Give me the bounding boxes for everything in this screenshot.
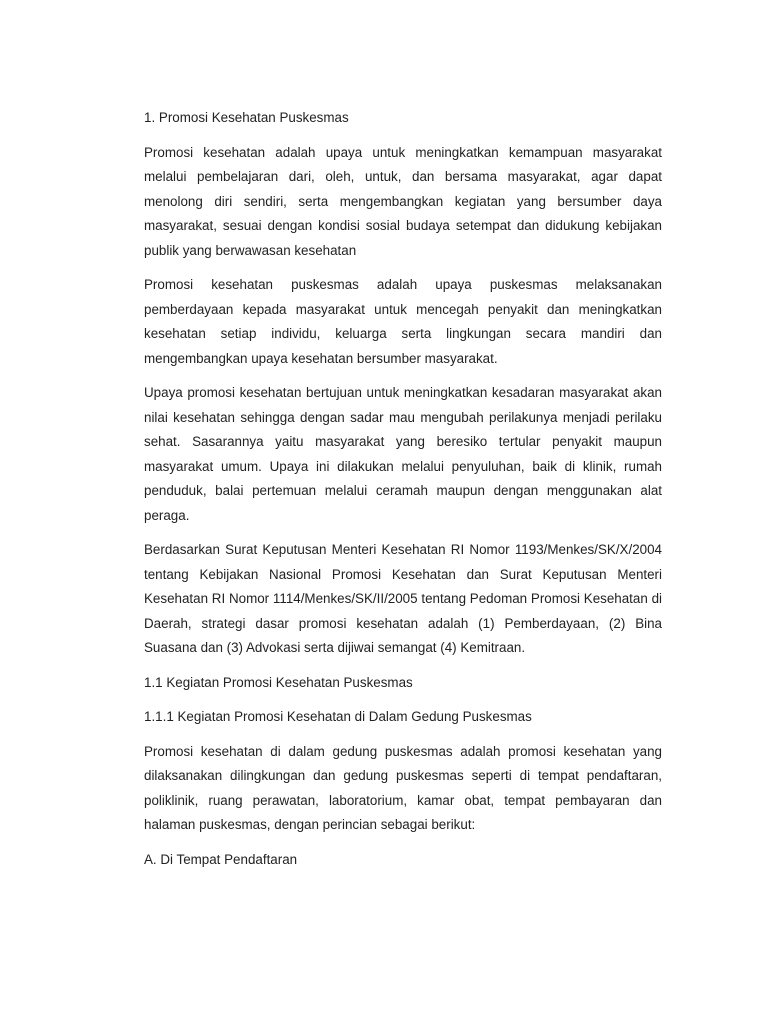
paragraph-promosi-kesehatan-puskesmas: Promosi kesehatan puskesmas adalah upaya puskesmas melaksanakan pemberdayaan kepada masyarakat untuk mencegah penyakit dan meningkatkan kesehatan setiap individu, keluarga serta lingkungan secara mandiri dan mengembangkan upaya kesehatan bersumber masyarakat. bbox=[144, 277, 662, 366]
paragraph-definition-promosi-kesehatan: Promosi kesehatan adalah upaya untuk meningkatkan kemampuan masyarakat melalui pembelajaran dari, oleh, untuk, dan bersama masyarakat, agar dapat menolong diri sendiri, serta mengembangkan kegiatan yang bersumber daya masyarakat, sesuai dengan kondisi sosial budaya setempat dan didukung kebijakan publik yang berwawasan kesehatan bbox=[144, 144, 662, 258]
section-heading-tempat-pendaftaran: A. Di Tempat Pendaftaran bbox=[144, 851, 298, 867]
section-heading-dalam-gedung: 1.1.1 Kegiatan Promosi Kesehatan di Dalam Gedung Puskesmas bbox=[144, 709, 532, 724]
section-heading-kegiatan-promosi: 1.1 Kegiatan Promosi Kesehatan Puskesmas bbox=[144, 674, 413, 690]
paragraph-dasar-hukum: Berdasarkan Surat Keputusan Menteri Kesehatan RI Nomor 1193/Menkes/SK/X/2004 tentang Kebijakan Nasional Promosi Kesehatan dan Surat Keputusan Menteri Kesehatan RI Nomor 1114/Menkes/SK/II/2005 tentang Pedoman Promosi Kesehatan di Daerah, strategi dasar promosi kesehatan adalah (1) Pemberdayaan, (2) Bina Suasana dan (3) Advokasi serta dijiwai semangat (4) Kemitraan. bbox=[144, 542, 662, 655]
document-body bbox=[144, 106, 662, 882]
paragraph-tujuan-promosi: Upaya promosi kesehatan bertujuan untuk meningkatkan kesadaran masyarakat akan nilai kesehatan sehingga dengan sadar mau mengubah perilakunya menjadi perilaku sehat. Sasarannya yaitu masyarakat yang beresiko tertular penyakit maupun masyarakat umum. Upaya ini dilakukan melalui penyuluhan, baik di klinik, rumah penduduk, balai pertemuan melalui ceramah maupun dengan menggunakan alat peraga. bbox=[144, 385, 662, 523]
paragraph-dalam-gedung: Promosi kesehatan di dalam gedung puskesmas adalah promosi kesehatan yang dilaksanakan dilingkungan dan gedung puskesmas seperti di tempat pendaftaran, poliklinik, ruang perawatan, laboratorium, kamar obat, tempat pembayaran dan halaman puskesmas, dengan perincian sebagai berikut: bbox=[144, 743, 662, 832]
section-heading-promosi-kesehatan-puskesmas: 1. Promosi Kesehatan Puskesmas bbox=[144, 110, 349, 125]
